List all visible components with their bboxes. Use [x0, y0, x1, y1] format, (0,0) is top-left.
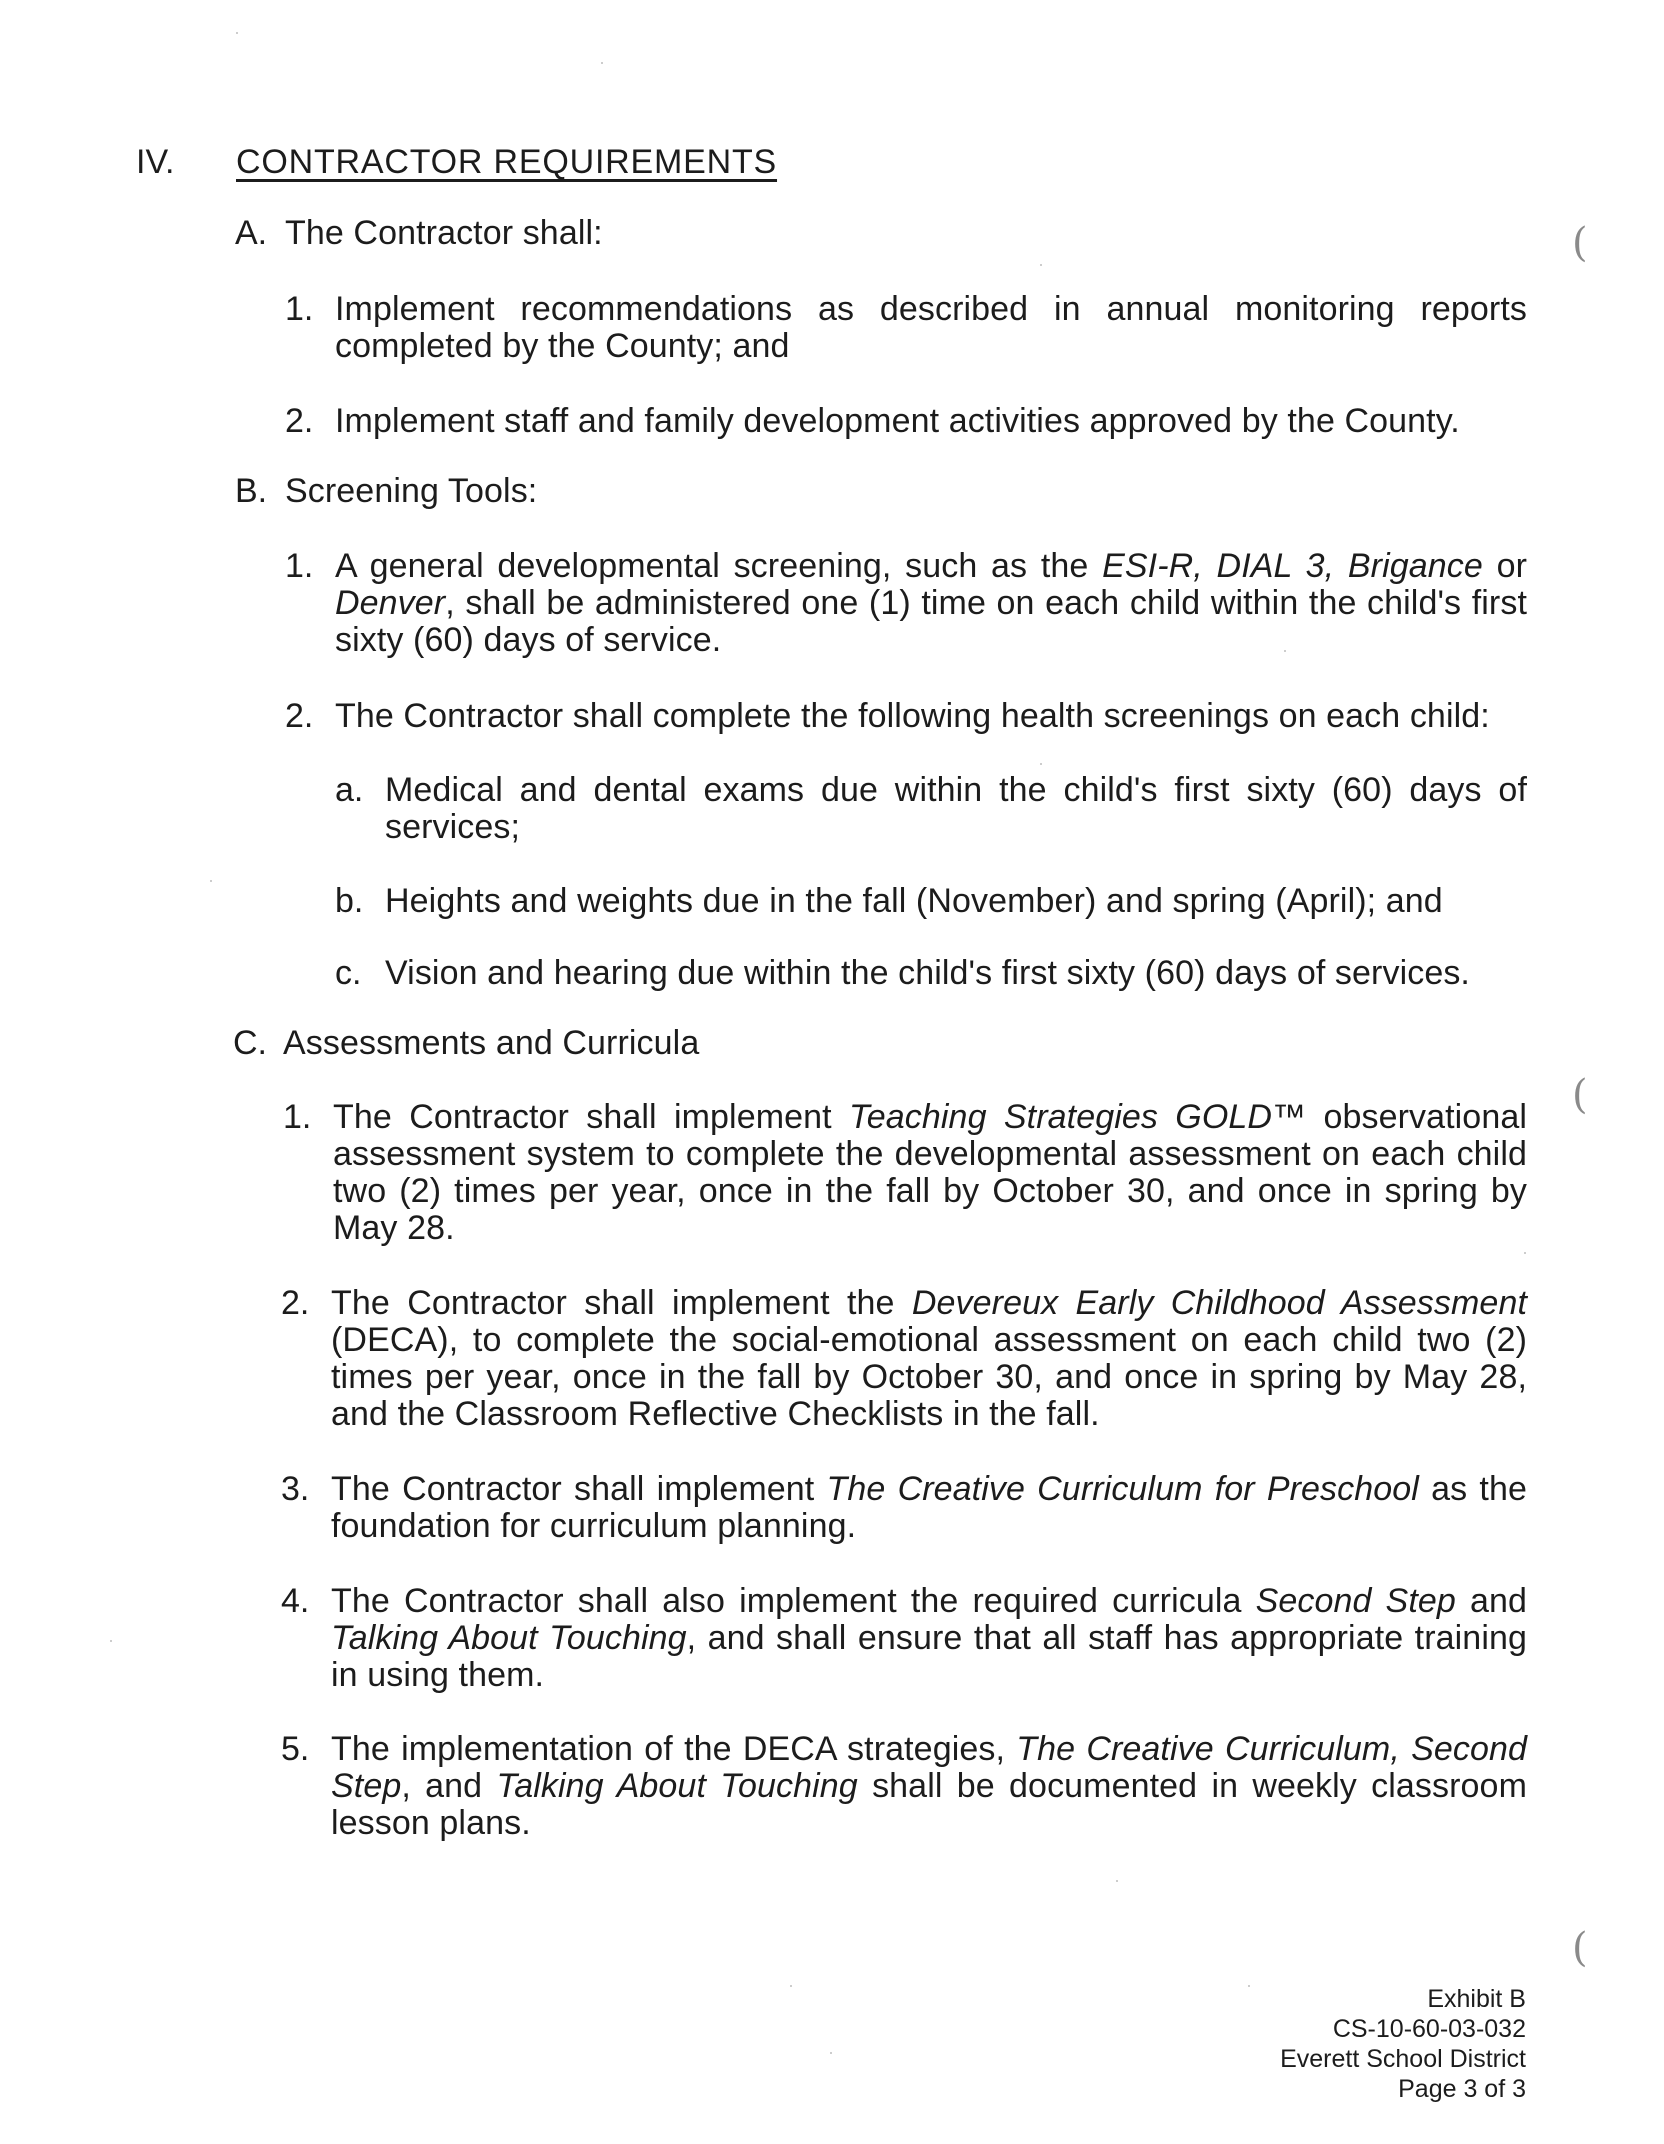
footer-contract-number: CS-10-60-03-032	[1332, 2015, 1526, 2043]
item-b2-text: The Contractor shall complete the following health screenings on each child:	[335, 697, 1490, 735]
item-b2a-text: Medical and dental exams due within the child's first sixty (60) days of services;	[385, 771, 1527, 846]
scan-hole-mark: (	[1572, 1925, 1588, 1971]
scan-speck	[1524, 1252, 1526, 1254]
section-title: CONTRACTOR REQUIREMENTS	[236, 143, 778, 181]
footer-page-number: Page 3 of 3	[1398, 2075, 1526, 2103]
item-b1-text	[335, 548, 1527, 659]
scan-hole-mark: (	[1572, 1072, 1588, 1118]
scan-speck	[236, 32, 238, 34]
item-b-text: Screening Tools:	[285, 472, 538, 510]
item-b2c-label: c.	[335, 954, 362, 992]
item-c2-label: 2.	[281, 1284, 310, 1322]
scan-speck	[830, 2052, 832, 2054]
item-a-text: The Contractor shall:	[285, 214, 603, 252]
item-c2-title: Devereux Early Childhood Assessment	[911, 1284, 1527, 1322]
item-b1-post: , shall be administered one (1) time on each child within the child's first sixty (60) days of service.	[335, 584, 1527, 659]
item-c2-post: (DECA), to complete the social-emotional assessment on each child two (2) times per year, once in the fall by October 30, and once in spring by May 28, and the Classroom Reflective Checklists in the fall.	[331, 1321, 1527, 1433]
item-b-label: B.	[235, 472, 268, 510]
item-c5-title1: The Creative Curriculum, Second Step	[331, 1730, 1528, 1805]
scan-speck	[1248, 1985, 1250, 1987]
footer-exhibit: Exhibit B	[1427, 1985, 1526, 2013]
page-footer	[1126, 1984, 1526, 2104]
item-b1-tool-last: Denver	[335, 584, 446, 622]
footer-district: Everett School District	[1280, 2045, 1526, 2073]
item-c5-text	[331, 1731, 1527, 1842]
item-c1-title: Teaching Strategies GOLD™	[849, 1098, 1307, 1136]
scan-speck	[1040, 264, 1042, 266]
scan-speck	[790, 1985, 792, 1987]
item-b2b-label: b.	[335, 882, 364, 920]
item-c4-post: , and shall ensure that all staff has appropriate training in using them.	[331, 1619, 1527, 1694]
item-c4-title1: Second Step	[1255, 1582, 1456, 1620]
item-c3-title: The Creative Curriculum for Preschool	[826, 1470, 1419, 1508]
scan-hole-mark: (	[1572, 220, 1588, 266]
section-number: IV.	[136, 143, 175, 181]
item-b2-label: 2.	[285, 697, 314, 735]
item-b2b-text: Heights and weights due in the fall (November) and spring (April); and	[385, 882, 1443, 920]
item-b1-label: 1.	[285, 547, 314, 585]
scan-speck	[601, 62, 603, 64]
item-c1-pre: The Contractor shall implement	[333, 1098, 850, 1136]
item-b2c-text: Vision and hearing due within the child's first sixty (60) days of services.	[385, 954, 1470, 992]
item-c-text: Assessments and Curricula	[283, 1024, 700, 1062]
item-a2-text: Implement staff and family development activities approved by the County.	[335, 402, 1460, 440]
item-c5-label: 5.	[281, 1730, 310, 1768]
scan-speck	[1116, 1880, 1118, 1882]
item-c3-text	[331, 1471, 1527, 1545]
item-c4-pre: The Contractor shall also implement the required curricula	[331, 1582, 1256, 1620]
item-c4-title2: Talking About Touching	[331, 1619, 687, 1657]
item-c2-pre: The Contractor shall implement the	[331, 1284, 912, 1322]
item-c5-title2: Talking About Touching	[496, 1767, 858, 1805]
item-c-label: C.	[233, 1024, 267, 1062]
item-a-label: A.	[235, 214, 268, 252]
item-c1-label: 1.	[283, 1098, 312, 1136]
item-c3-pre: The Contractor shall implement	[331, 1470, 827, 1508]
item-c4-label: 4.	[281, 1582, 310, 1620]
item-a1-text: Implement recommendations as described in annual monitoring reports completed by the County; and	[335, 290, 1527, 365]
item-c4-mid: and	[1455, 1582, 1528, 1620]
item-c3-label: 3.	[281, 1470, 310, 1508]
item-b1-mid: or	[1482, 547, 1528, 585]
item-a2-label: 2.	[285, 402, 314, 440]
item-c1-post: observational assessment system to complete the developmental assessment on each child two (2) times per year, once in the fall by October 30, and once in spring by May 28.	[333, 1098, 1527, 1247]
item-a1-label: 1.	[285, 290, 314, 328]
scan-speck	[1284, 650, 1286, 652]
item-c5-post: shall be documented in weekly classroom lesson plans.	[331, 1767, 1527, 1842]
item-c4-text	[331, 1583, 1527, 1694]
item-c5-mid: , and	[401, 1767, 497, 1805]
item-c3-post: as the foundation for curriculum planning.	[331, 1470, 1527, 1545]
scan-speck	[110, 1640, 112, 1642]
item-b1-tools: ESI-R, DIAL 3, Brigance	[1102, 547, 1483, 585]
scan-speck	[210, 880, 212, 882]
item-b1-pre: A general developmental screening, such as the	[335, 547, 1103, 585]
item-b2a-label: a.	[335, 771, 364, 809]
scan-speck	[1040, 763, 1042, 765]
item-c2-text	[331, 1285, 1527, 1433]
item-c5-pre: The implementation of the DECA strategies,	[331, 1730, 1017, 1768]
item-c1-text	[333, 1099, 1527, 1247]
